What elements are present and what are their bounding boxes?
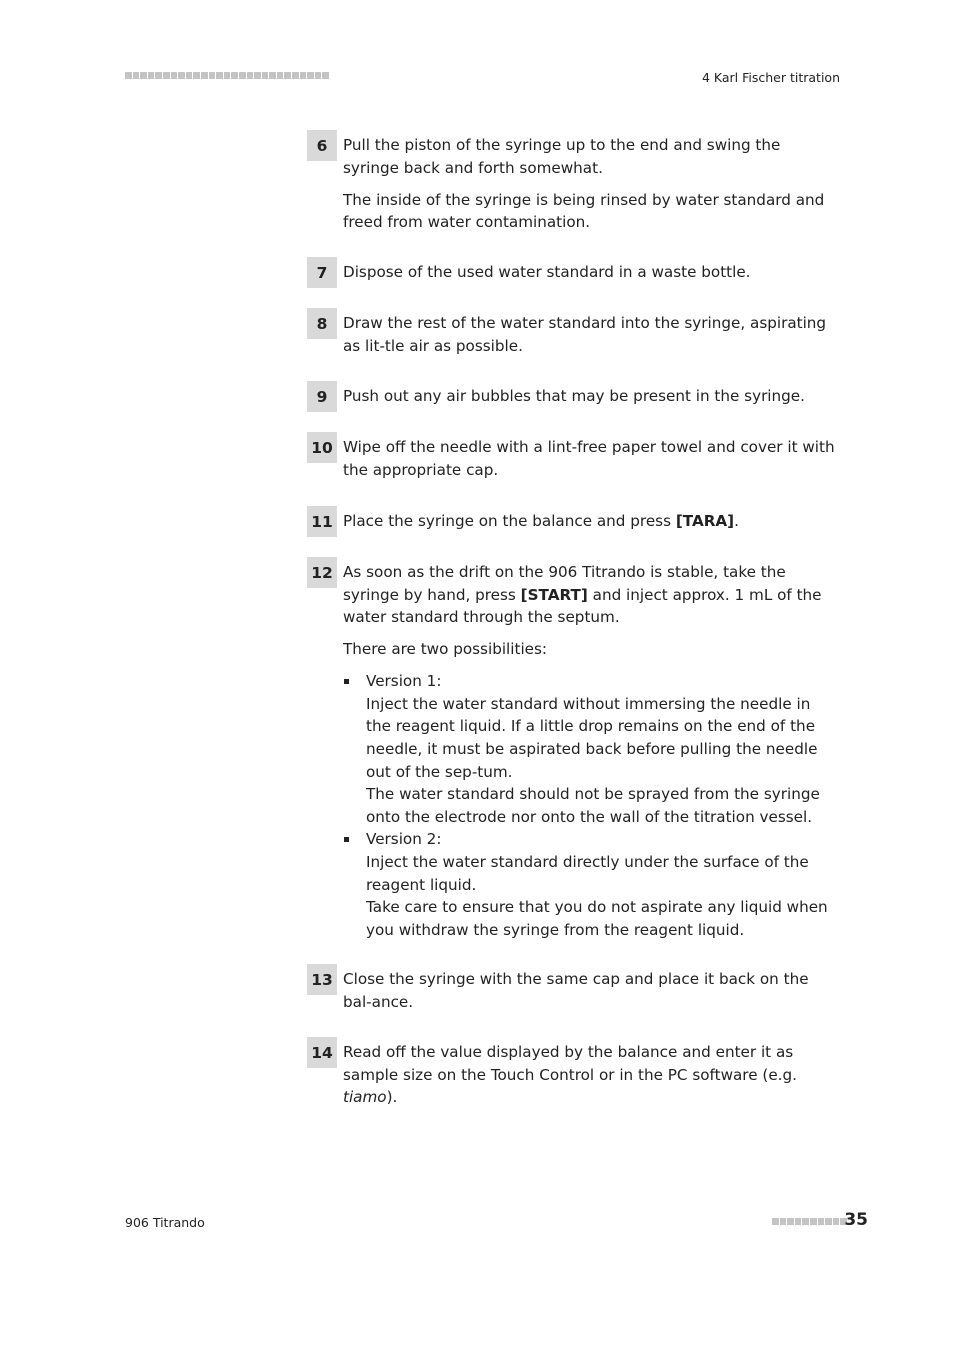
step-text: Place the syringe on the balance and press [TARA]. [343,512,739,530]
step-number: 12 [307,557,337,588]
step-10 [307,432,840,481]
key-start: [START] [520,585,588,604]
step-9 [307,381,840,412]
step-6 [307,130,840,234]
step-text: Draw the rest of the water standard into the syringe, aspirating as lit-tle air as possible. [343,314,827,355]
step-number: 11 [307,506,337,537]
step-note: The inside of the syringe is being rinsed by water standard and freed from water contamination. [343,190,825,232]
list-item: Version 1: Inject the water standard without immersing the needle in the reagent liquid. If a little drop remains on the end of the needle, it must be aspirated back before pulling the needle out of the sep-tum. The water standard should not be sprayed from the syringe onto the electrode nor onto the wall of the titration vessel. [343,670,840,828]
footer-product-name: 906 Titrando [125,1215,205,1230]
step-8 [307,308,840,357]
step-7 [307,257,840,288]
step-number: 14 [307,1037,337,1068]
step-14 [307,1037,840,1109]
step-11 [307,506,840,537]
step-text: Close the syringe with the same cap and place it back on the bal-ance. [343,970,809,1011]
key-tara: [TARA] [675,512,735,530]
list-item: Version 2: Inject the water standard directly under the surface of the reagent liquid. Take care to ensure that you do not aspirate any liquid when you withdraw the syringe from the reagent liquid. [343,828,840,941]
step-12 [307,557,840,941]
step-text: Pull the piston of the syringe up to the end and swing the syringe back and forth somewhat. [343,136,781,177]
step-text: Push out any air bubbles that may be present in the syringe. [343,387,805,405]
footer-decoration-squares [772,1218,847,1225]
step-intro: There are two possibilities: [343,640,548,659]
options-list [343,670,840,941]
step-number: 10 [307,432,337,463]
step-number: 8 [307,308,337,339]
step-text: Read off the value displayed by the balance and enter it as sample size on the Touch Control or in the PC software (e.g. tiamo). [343,1043,797,1107]
chapter-header: 4 Karl Fischer titration [701,70,840,85]
step-text: Wipe off the needle with a lint-free paper towel and cover it with the appropriate cap. [343,438,835,479]
page-number: 35 [844,1210,868,1230]
step-text: As soon as the drift on the 906 Titrando is stable, take the syringe by hand, press [START] and inject approx. 1 mL of the water standard through the septum. [343,563,822,627]
step-number: 7 [307,257,337,288]
step-text: Dispose of the used water standard in a waste bottle. [343,263,751,281]
step-number: 13 [307,964,337,995]
step-13 [307,964,840,1013]
header-decoration-squares [125,72,329,80]
step-number: 9 [307,381,337,412]
step-number: 6 [307,130,337,161]
